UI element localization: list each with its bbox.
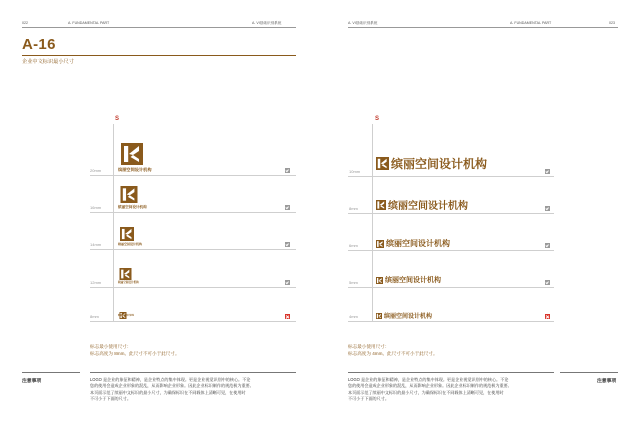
brand-logo-icon <box>376 157 389 170</box>
brand-logo-icon <box>118 227 136 241</box>
section-rule <box>90 372 296 373</box>
logo-label: 缤丽空间设计机构 <box>384 314 433 320</box>
check-icon <box>545 169 550 174</box>
size-label: 12mm <box>90 280 102 285</box>
size-label: 10mm <box>349 169 361 174</box>
header-section: A. VI基础识别系统 <box>252 21 282 25</box>
brand-logo-icon <box>376 200 386 210</box>
logo-12mm <box>118 267 139 285</box>
logo-6mm <box>376 238 450 249</box>
size-label: 6mm <box>349 243 358 248</box>
body-text <box>348 377 512 403</box>
logo-4mm <box>376 311 432 320</box>
cross-icon <box>545 314 550 319</box>
check-icon <box>285 205 290 210</box>
logo-10mm <box>376 155 487 172</box>
header-rule <box>348 27 618 28</box>
brand-logo-icon <box>376 277 383 284</box>
row-baseline <box>348 250 554 251</box>
logo-label: 缤丽空间设计机构 <box>118 167 152 172</box>
page-subtitle: 企业中文标识最小尺寸 <box>22 59 74 65</box>
size-label: 14mm <box>90 242 102 247</box>
section-mark: S <box>115 116 120 122</box>
check-icon <box>545 243 550 248</box>
check-icon <box>545 280 550 285</box>
title-rule <box>22 55 296 56</box>
section-mark: S <box>375 116 380 122</box>
logo-label: 缤丽空间设计机构 <box>386 239 450 248</box>
logo-8mm <box>376 197 468 212</box>
min-size-note: 标志最小使用尺寸： <box>90 344 132 349</box>
brand-logo-icon <box>118 143 146 165</box>
size-label: 20mm <box>90 168 102 173</box>
body-line: 不可小于下面的尺寸。 <box>348 396 389 402</box>
logo-16mm <box>118 186 147 209</box>
body-line: 不可小于下面的尺寸。 <box>90 396 131 402</box>
page-number: 023 <box>609 21 615 25</box>
body-line: 本页面示范了缤丽中文标识的最小尺寸，为确保标识在不同载体上清晰可见，在使用时 <box>90 389 246 395</box>
body-line: 您的使用会造成企业形象的混乱，从而影响企业形象。因此企业标识制作的规范极为重要。 <box>90 383 254 389</box>
logo-5mm <box>376 275 441 285</box>
brand-logo-icon <box>376 313 382 319</box>
size-label: 8mm <box>349 206 358 211</box>
row-baseline <box>348 287 554 288</box>
check-icon <box>285 280 290 285</box>
logo-label: 缤丽空间设计机构 <box>385 277 441 284</box>
section-title: 注意事项 <box>22 379 42 384</box>
body-line: LOGO 是企业的象征和精神，是企业特点的集中体现。更是企业视觉识别中的核心。不论 <box>90 377 251 382</box>
check-icon <box>285 242 290 247</box>
check-icon <box>285 168 290 173</box>
logo-label: 缤丽空间设计机构 <box>118 242 143 246</box>
min-size-note: 标志最小使用尺寸： <box>348 344 390 349</box>
row-baseline <box>90 287 296 288</box>
section-rule <box>560 372 618 373</box>
logo-label: 缤丽空间设计机构 <box>118 281 139 284</box>
size-label: 5mm <box>349 280 358 285</box>
page-title: A-16 <box>22 36 56 53</box>
brand-logo-icon <box>376 240 384 248</box>
logo-20mm <box>118 143 152 172</box>
check-icon <box>545 206 550 211</box>
row-baseline <box>348 213 554 214</box>
header-part: A. FUNDAMENTAL PART <box>68 21 110 25</box>
page-number: 022 <box>22 21 28 25</box>
header-part: A. FUNDAMENTAL PART <box>510 21 552 25</box>
body-line: 本页面示范了缤丽中文标识的最小尺寸，为确保标识在不同载体上清晰可见，在使用时 <box>348 389 504 395</box>
grid-vertical-line <box>113 124 114 321</box>
row-baseline <box>90 175 296 176</box>
row-baseline <box>90 212 296 213</box>
cross-icon <box>285 314 290 319</box>
section-rule <box>348 372 554 373</box>
body-line: 您的使用会造成企业形象的混乱，从而影响企业形象。因此企业标识制作的规范极为重要。 <box>348 383 512 389</box>
logo-label: 缤丽空间设计机构 <box>388 201 468 212</box>
header-section: A. VI基础识别系统 <box>348 21 378 25</box>
size-label: 8mm <box>90 314 99 319</box>
row-baseline <box>90 249 296 250</box>
header-rule <box>22 27 296 28</box>
body-line: LOGO 是企业的象征和精神，是企业特点的集中体现。更是企业视觉识别中的核心。不论 <box>348 377 509 382</box>
brand-logo-icon <box>118 268 133 280</box>
min-size-note: 标志高度为 8mm。此尺寸不可小于此尺寸。 <box>90 351 180 356</box>
row-baseline <box>348 176 554 177</box>
logo-14mm <box>118 227 143 246</box>
size-label: 16mm <box>90 205 102 210</box>
logo-8mm <box>118 306 135 324</box>
logo-label: 缤丽空间设计机构 <box>118 205 147 209</box>
body-text <box>90 377 254 403</box>
row-baseline <box>348 321 554 322</box>
brand-logo-icon <box>118 186 140 203</box>
logo-label: 缤丽空间设计机构 <box>391 157 488 171</box>
size-label: 4mm <box>349 314 358 319</box>
section-rule <box>22 372 80 373</box>
section-title: 注意事项 <box>597 379 617 384</box>
logo-label: 缤丽空间设计机构 <box>118 315 135 317</box>
grid-vertical-line <box>372 124 373 321</box>
min-size-note: 标志高度为 4mm。此尺寸不可小于此尺寸。 <box>348 351 438 356</box>
